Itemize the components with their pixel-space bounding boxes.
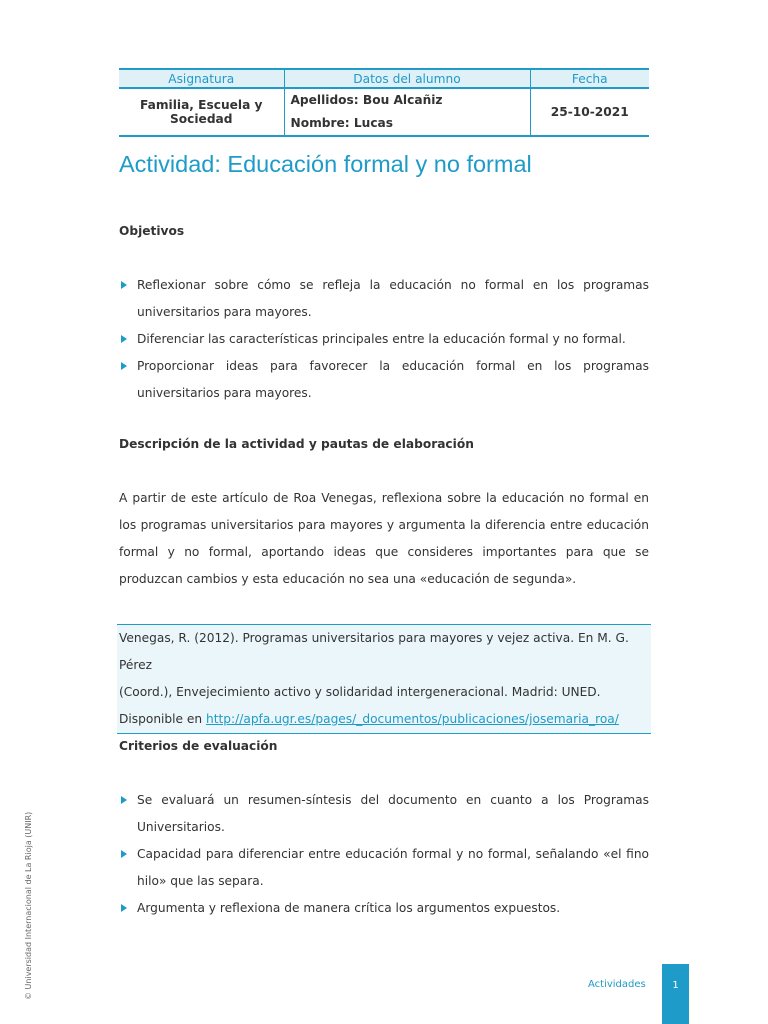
- objectives-list: [119, 272, 649, 407]
- description-heading: Descripción de la actividad y pautas de elaboración: [119, 437, 474, 451]
- header-student-label: Datos del alumno: [284, 69, 530, 88]
- reference-available-prefix: Disponible en: [119, 712, 207, 726]
- list-item: Proporcionar ideas para favorecer la educación formal en los programas universitarios para mayores.: [119, 353, 649, 407]
- date-cell: 25-10-2021: [530, 88, 649, 136]
- subject-line-1: Familia, Escuela y: [140, 98, 263, 112]
- header-table: [119, 68, 649, 137]
- reference-line-2: (Coord.), Envejecimiento activo y solidaridad intergeneracional. Madrid: UNED.: [119, 685, 601, 699]
- criteria-list: [119, 787, 649, 922]
- reference-link[interactable]: http://apfa.ugr.es/pages/_documentos/publicaciones/josemaria_roa/: [206, 712, 619, 726]
- copyright-sidebar: © Universidad Internacional de La Rioja (UNIR): [24, 811, 33, 1000]
- description-paragraph: A partir de este artículo de Roa Venegas, reflexiona sobre la educación no formal en los programas universitarios para mayores y argumenta la diferencia entre educación formal y no formal, aportando ideas que consideres importantes para que se produzcan cambios y esta educación no sea una «educación de segunda».: [119, 491, 649, 586]
- student-cell: [284, 88, 530, 136]
- footer-section-label: Actividades: [588, 979, 646, 990]
- list-item: Capacidad para diferenciar entre educación formal y no formal, señalando «el fino hilo» que las separa.: [119, 841, 649, 895]
- header-subject-label: Asignatura: [119, 69, 284, 88]
- list-item: Diferenciar las características principales entre la educación formal y no formal.: [119, 326, 649, 353]
- student-name: Nombre: Lucas: [290, 116, 394, 130]
- subject-cell: [119, 88, 284, 136]
- subject-line-2: Sociedad: [170, 112, 233, 126]
- criteria-heading: Criterios de evaluación: [119, 739, 278, 753]
- objectives-heading: Objetivos: [119, 224, 185, 238]
- list-item: Argumenta y reflexiona de manera crítica los argumentos expuestos.: [119, 895, 649, 922]
- list-item: Se evaluará un resumen-síntesis del documento en cuanto a los Programas Universitarios.: [119, 787, 649, 841]
- reference-line-1: Venegas, R. (2012). Programas universitarios para mayores y vejez activa. En M. G. Pérez: [119, 631, 629, 672]
- reference-available: [119, 706, 649, 733]
- page-number: 1: [662, 964, 689, 1024]
- list-item: Reflexionar sobre cómo se refleja la educación no formal en los programas universitarios para mayores.: [119, 272, 649, 326]
- reference-box: [117, 624, 651, 734]
- page-title: Actividad: Educación formal y no formal: [119, 151, 532, 177]
- student-surname: Apellidos: Bou Alcañiz: [290, 93, 443, 107]
- header-date-label: Fecha: [530, 69, 649, 88]
